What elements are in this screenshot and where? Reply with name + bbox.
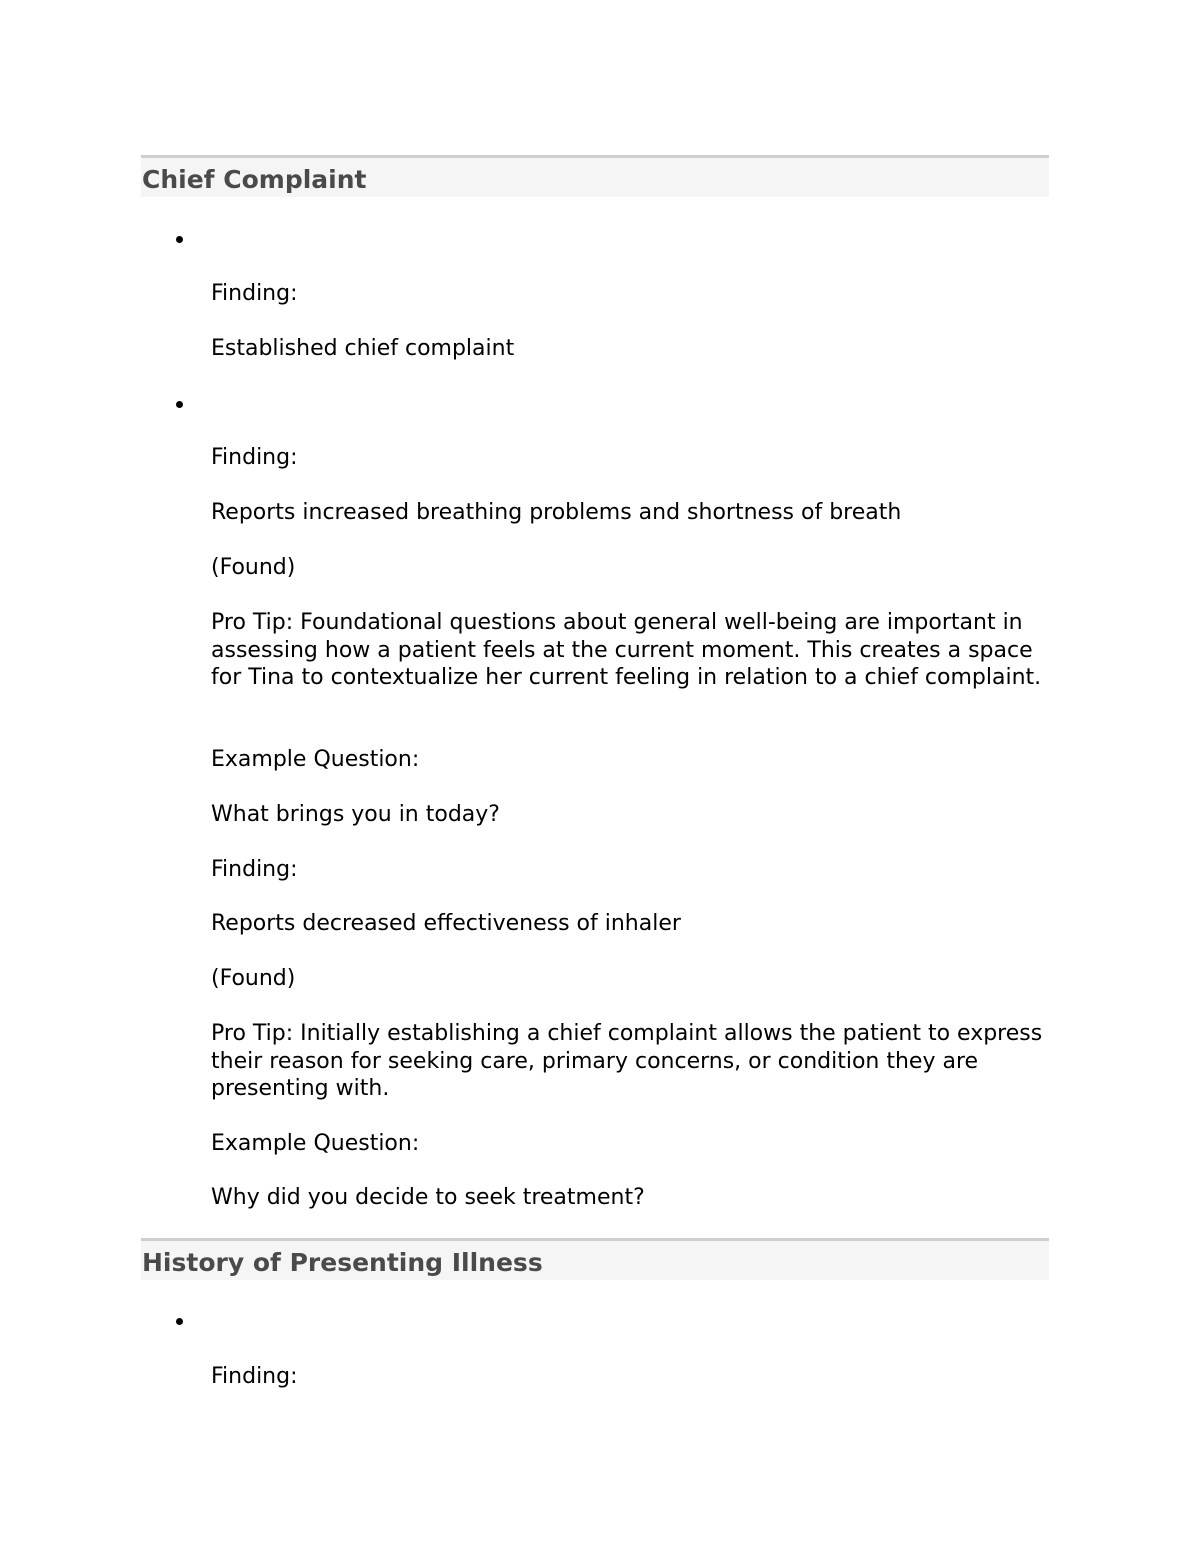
- section-header-chief-complaint: [141, 155, 1049, 197]
- pro-tip-text: Pro Tip: Foundational questions about general well-being are important in assessing how a patient feels at the current moment. This creates a space for Tina to contextualize her current feeling in relation to a chief complaint.: [211, 610, 1042, 690]
- finding-text: Reports increased breathing problems and shortness of breath: [211, 500, 902, 525]
- found-status: (Found): [211, 555, 296, 580]
- finding-text: Reports decreased effectiveness of inhaler: [211, 911, 681, 936]
- pro-tip-text: Pro Tip: Initially establishing a chief complaint allows the patient to express their reason for seeking care, primary concerns, or condition they are presenting with.: [211, 1021, 1043, 1101]
- list-bullet: [176, 236, 183, 243]
- finding-text: Established chief complaint: [211, 336, 515, 361]
- example-question-text: What brings you in today?: [211, 802, 500, 827]
- section-title: Chief Complaint: [142, 165, 367, 194]
- example-question-label: Example Question:: [211, 747, 420, 772]
- example-question-label: Example Question:: [211, 1131, 420, 1156]
- list-bullet: [176, 401, 183, 408]
- list-bullet: [176, 1318, 183, 1325]
- section-title: History of Presenting Illness: [142, 1248, 543, 1277]
- finding-label: Finding:: [211, 857, 298, 882]
- finding-label: Finding:: [211, 1364, 298, 1389]
- finding-label: Finding:: [211, 445, 298, 470]
- example-question-text: Why did you decide to seek treatment?: [211, 1185, 645, 1210]
- finding-label: Finding:: [211, 281, 298, 306]
- section-header-history-of-presenting-illness: [141, 1238, 1049, 1280]
- found-status: (Found): [211, 966, 296, 991]
